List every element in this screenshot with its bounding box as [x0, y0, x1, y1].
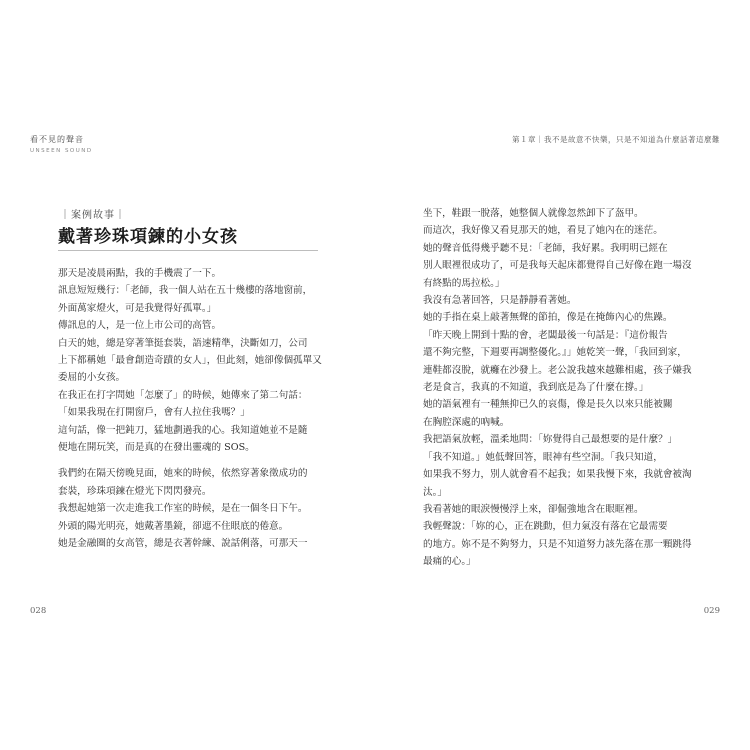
title-divider	[58, 250, 318, 251]
paragraph-gap	[58, 456, 320, 465]
body-line: 別人眼裡很成功了，可是我每天起床都覺得自己好像在跑一場沒	[423, 260, 692, 272]
running-head-chapter: 第１章｜我不是故意不快樂，只是不知道為什麼話著這麼難	[512, 135, 720, 144]
body-line: 我看著她的眼淚慢慢浮上來，卻倔強地含在眼眶裡。	[423, 503, 644, 515]
body-line: 老是食言，我真的不知道，我到底是為了什麼在撐。」	[423, 382, 649, 394]
body-line: 她是金融圈的女高管，總是衣著幹練、說話俐落，可那天一	[58, 538, 308, 550]
body-line: 她的聲音低得幾乎聽不見：「老師，我好累。我明明已經在	[423, 242, 668, 254]
body-line: 上下都稱她「最會創造奇蹟的女人」，但此刻，她卻像個孤單又	[58, 355, 322, 367]
case-label-text: 案例故事	[71, 210, 115, 221]
book-title: 看不見的聲音	[30, 135, 84, 144]
body-line: 我想起她第一次走進我工作室的時候，是在一個冬日下午。	[58, 503, 308, 515]
body-line: 如果我不努力，別人就會看不起我；如果我慢下來，我就會被淘	[423, 469, 692, 481]
case-label: ｜案例故事｜	[60, 210, 126, 221]
body-line: 有終點的馬拉松。」	[423, 277, 505, 289]
body-line: 這句話，像一把鈍刀，猛地劃過我的心。我知道她並不是隨	[58, 424, 308, 436]
body-line: 委屈的小女孩。	[58, 372, 126, 384]
body-line: 「昨天晚上開到十點的會，老闆最後一句話是：『這份報告	[423, 329, 668, 341]
running-head-left	[30, 134, 93, 154]
body-line: 連鞋都沒脫，就癱在沙發上。老公說我越來越難相處，孩子嫌我	[423, 364, 692, 376]
body-line: 我把語氣放輕，溫柔地問：「妳覺得自己最想要的是什麼？」	[423, 434, 678, 446]
body-line: 坐下，鞋跟一脫落，她整個人就像忽然卸下了盔甲。	[423, 208, 644, 219]
page-number-right: 029	[703, 606, 720, 616]
body-line: 「如果我現在打開窗戶，會有人拉住我嗎？」	[58, 407, 250, 419]
body-line: 在胸腔深處的吶喊。	[423, 416, 510, 428]
body-line: 訊息短短幾行：「老師，我一個人站在五十幾樓的落地窗前，	[58, 285, 313, 297]
body-line: 她的手指在桌上敲著無聲的節拍，像是在掩飾內心的焦躁。	[423, 312, 673, 324]
body-line: 那天是凌晨兩點，我的手機震了一下。	[58, 268, 222, 279]
body-line: 我沒有急著回答，只是靜靜看著她。	[423, 295, 577, 307]
page-number-left: 028	[30, 606, 47, 616]
body-line: 傳訊息的人，是一位上市公司的高管。	[58, 320, 222, 332]
body-line: 而這次，我好像又看見那天的她，看見了她內在的迷茫。	[423, 225, 663, 237]
left-body-text	[58, 265, 320, 553]
body-line: 她的語氣裡有一種無抑已久的哀傷，像是長久以來只能被關	[423, 399, 673, 411]
body-line: 「我不知道。」她低聲回答，眼神有些空洞。「我只知道，	[423, 451, 663, 463]
body-line: 便地在開玩笑，而是真的在發出靈魂的 SOS。	[58, 442, 255, 454]
body-line: 在我正在打字問她「怎麼了」的時候，她傳來了第二句話：	[58, 389, 308, 401]
body-line: 外面萬家燈火，可是我覺得好孤單。」	[58, 302, 217, 314]
body-line: 我們約在隔天傍晚見面，她來的時候，依然穿著象徵成功的	[58, 468, 308, 480]
body-line: 的地方。妳不是不夠努力，只是不知道努力該先落在那一顆跳得	[423, 538, 692, 550]
body-line: 套裝，珍珠項鍊在燈光下閃閃發亮。	[58, 485, 212, 497]
body-line: 白天的她，總是穿著筆挺套裝，語速精準，決斷如刀，公司	[58, 337, 308, 349]
right-body-text	[423, 205, 695, 571]
body-line: 汰。」	[423, 486, 447, 498]
article-title: 戴著珍珠項鍊的小女孩	[58, 227, 238, 247]
body-line: 外頭的陽光明亮，她戴著墨鏡，卻遮不住眼底的倦意。	[58, 520, 289, 532]
body-line: 最痛的心。」	[423, 556, 476, 568]
book-subtitle: UNSEEN SOUND	[30, 148, 93, 154]
body-line: 還不夠完整，下週要再調整優化。』」她乾笑一聲，「我回到家，	[423, 347, 687, 359]
body-line: 我輕聲說：「妳的心，正在跳動，但力氣沒有落在它最需要	[423, 521, 668, 533]
right-page	[375, 0, 750, 750]
